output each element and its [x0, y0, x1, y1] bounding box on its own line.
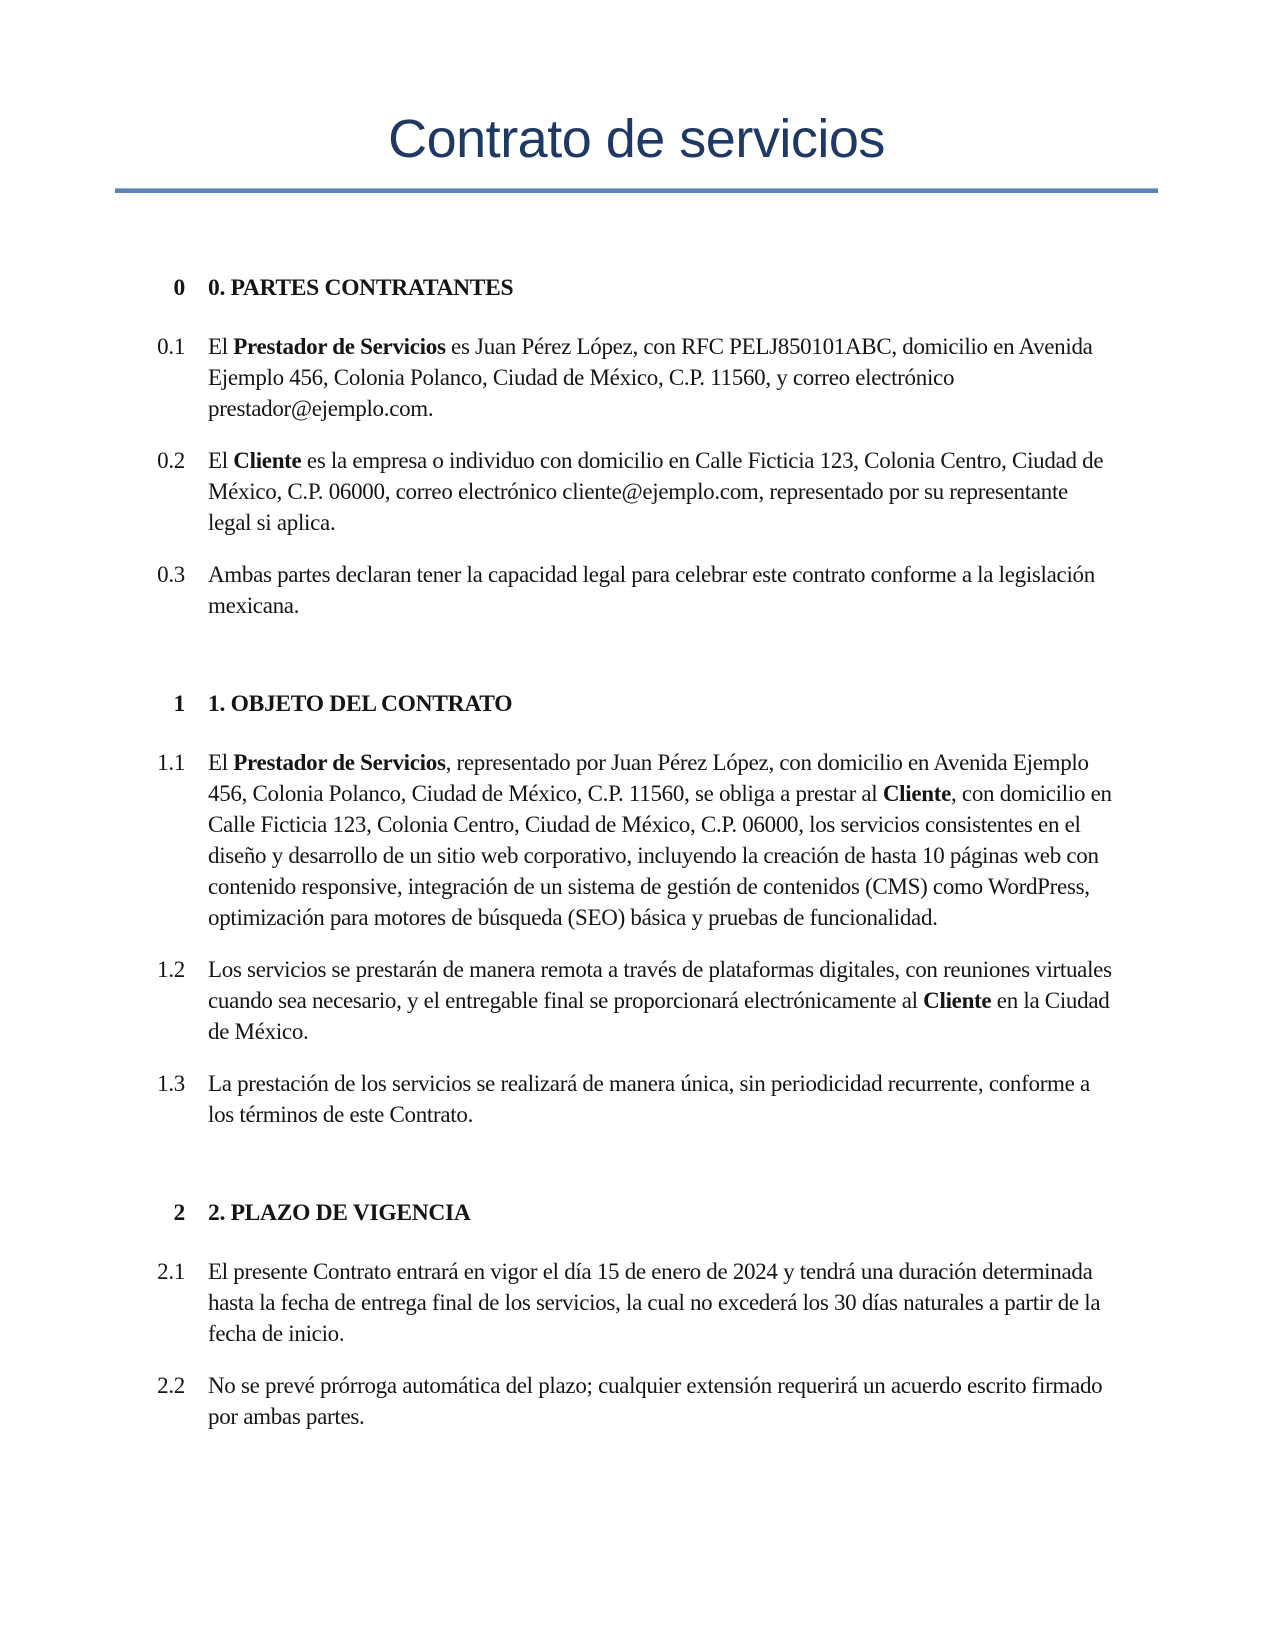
clause-number: 2.2: [157, 1373, 185, 1398]
section-number: 1: [173, 691, 185, 717]
section-number: 0: [173, 275, 185, 301]
clause-number: 1.2: [157, 957, 185, 982]
section-heading-text: 2. PLAZO DE VIGENCIA: [208, 1200, 471, 1226]
text-run: La prestación de los servicios se realizará de manera única, sin periodicidad recurrente, conforme a los términos de este Contrato.: [208, 1071, 1090, 1127]
clause-item: [115, 1068, 1158, 1130]
clause-number: 1.1: [157, 750, 185, 775]
clause-text: [208, 331, 1113, 424]
clause-item: [115, 954, 1158, 1047]
document-title: Contrato de servicios: [388, 109, 885, 169]
contract-section: [115, 1198, 1158, 1432]
contract-section: [115, 273, 1158, 621]
clause-text: [208, 747, 1113, 933]
document-body: [115, 273, 1158, 1432]
text-run: Ambas partes declaran tener la capacidad legal para celebrar este contrato conforme a la legislación mexicana.: [208, 562, 1095, 618]
text-run: No se prevé prórroga automática del plazo; cualquier extensión requerirá un acuerdo escrito firmado por ambas partes.: [208, 1373, 1103, 1429]
clause-text: [208, 1256, 1113, 1349]
bold-term: Prestador de Servicios: [233, 334, 446, 359]
bold-term: Cliente: [923, 988, 992, 1013]
clause-text: [208, 1068, 1113, 1130]
clause-number: 0.2: [157, 448, 185, 473]
text-run: es la empresa o individuo con domicilio en Calle Ficticia 123, Colonia Centro, Ciudad de México, C.P. 06000, correo electrónico cliente@ejemplo.com, representado por su representante legal si aplica.: [208, 448, 1104, 535]
section-heading: [115, 689, 1158, 720]
bold-term: Prestador de Servicios: [233, 750, 446, 775]
clause-text: [208, 559, 1113, 621]
section-heading: [115, 273, 1158, 304]
clause-number: 0.3: [157, 562, 185, 587]
text-run: El presente Contrato entrará en vigor el día 15 de enero de 2024 y tendrá una duración determinada hasta la fecha de entrega final de los servicios, la cual no excederá los 30 días naturales a partir de la fecha de inicio.: [208, 1259, 1101, 1346]
clause-item: [115, 747, 1158, 933]
clause-number: 0.1: [157, 334, 185, 359]
section-heading-text: 1. OBJETO DEL CONTRATO: [208, 691, 513, 717]
section-number: 2: [173, 1200, 185, 1226]
bold-term: Cliente: [882, 781, 952, 806]
text-run: El: [208, 448, 234, 473]
contract-section: [115, 689, 1158, 1130]
text-run: Los servicios se prestarán de manera remota a través de plataformas digitales, con reuniones virtuales cuando sea necesario, y el entregable final se proporcionará electrónicamente al: [208, 957, 1112, 1013]
clause-item: [115, 1370, 1158, 1432]
clause-number: 2.1: [157, 1259, 185, 1284]
text-run: en la Ciudad de México.: [208, 988, 1110, 1044]
clause-item: [115, 1256, 1158, 1349]
clause-text: [208, 445, 1113, 538]
clause-text: [208, 1370, 1113, 1432]
text-run: El: [208, 750, 234, 775]
text-run: , representado por Juan Pérez López, con domicilio en Avenida Ejemplo 456, Colonia Polanco, Ciudad de México, C.P. 11560, se obliga a prestar al: [208, 750, 1089, 806]
document-header: [115, 104, 1158, 193]
bold-term: Cliente: [233, 448, 302, 473]
section-heading: [115, 1198, 1158, 1229]
text-run: , con domicilio en Calle Ficticia 123, Colonia Centro, Ciudad de México, C.P. 06000, los servicios consistentes en el diseño y desarrollo de un sitio web corporativo, incluyendo la creación de hasta 10 páginas web con contenido responsive, integración de un sistema de gestión de contenidos (CMS) como WordPress, optimización para motores de búsqueda (SEO) básica y pruebas de funcionalidad.: [208, 781, 1112, 930]
clause-text: [208, 954, 1113, 1047]
text-run: El: [208, 334, 234, 359]
section-heading-text: 0. PARTES CONTRATANTES: [208, 275, 514, 301]
clause-number: 1.3: [157, 1071, 185, 1096]
text-run: es Juan Pérez López, con RFC PELJ850101ABC, domicilio en Avenida Ejemplo 456, Colonia Polanco, Ciudad de México, C.P. 11560, y correo electrónico prestador@ejemplo.com.: [208, 334, 1093, 421]
clause-item: [115, 445, 1158, 538]
clause-item: [115, 559, 1158, 621]
title-rule: [115, 188, 1158, 193]
clause-item: [115, 331, 1158, 424]
